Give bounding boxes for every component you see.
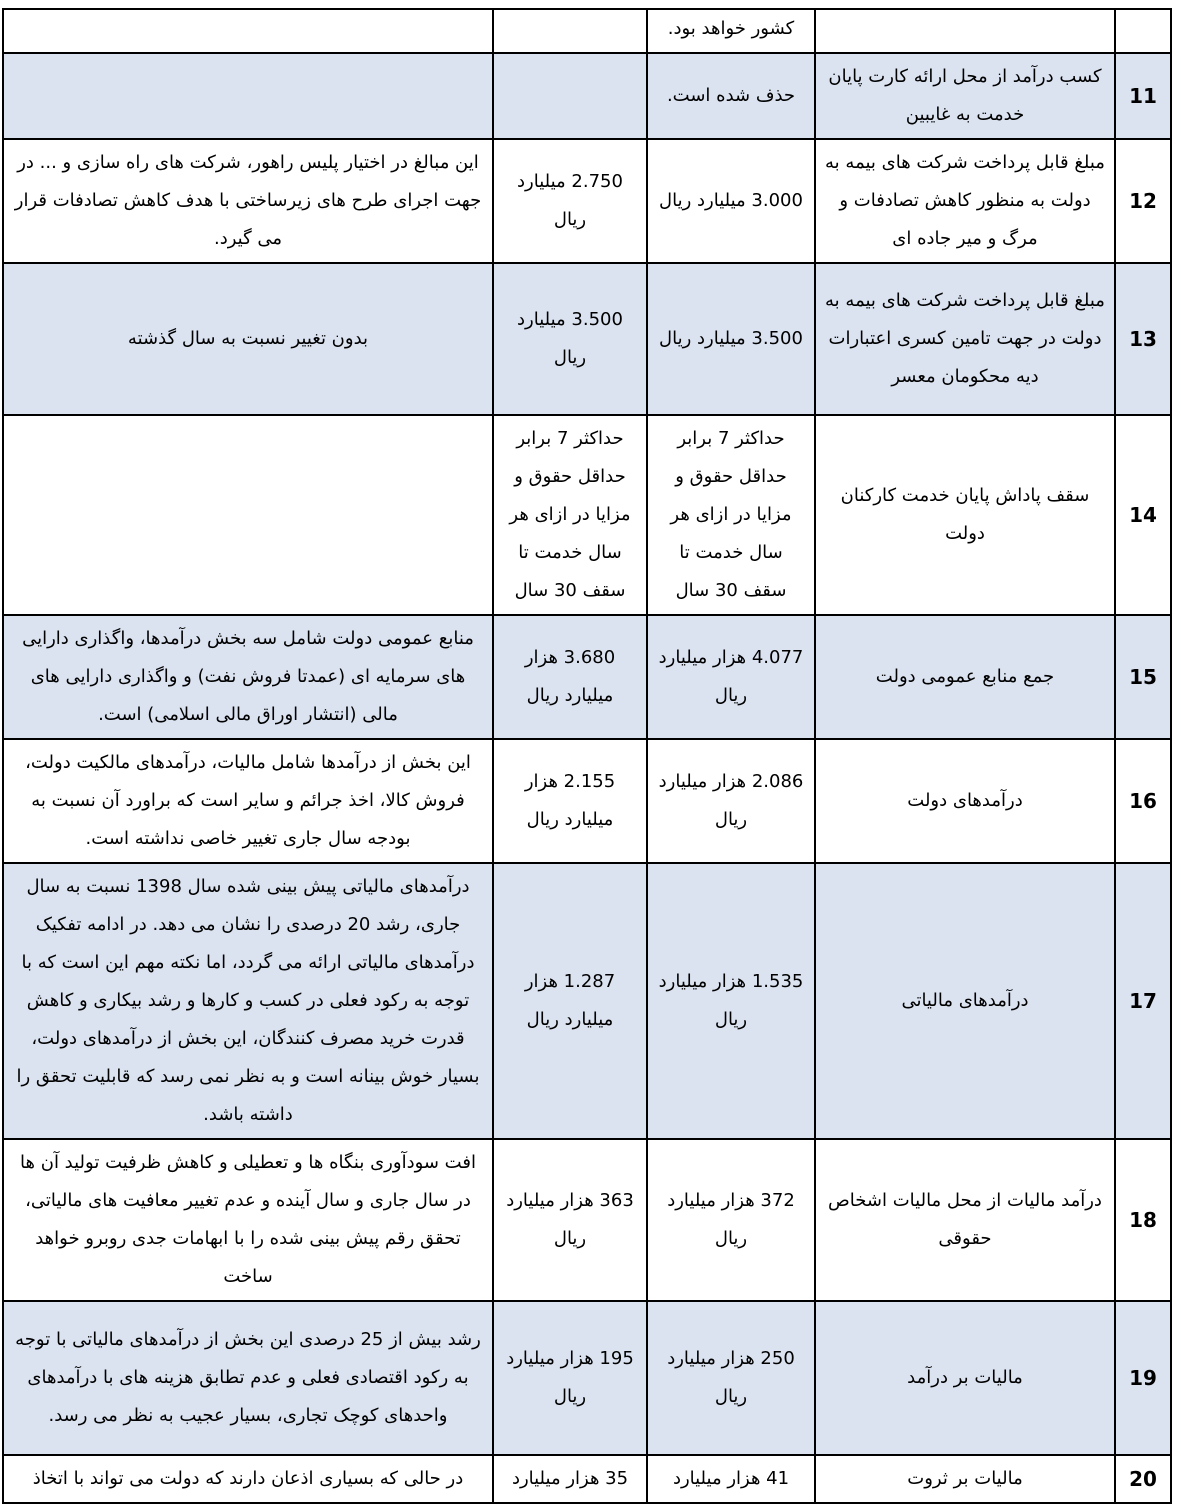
row-description: منابع عمومی دولت شامل سه بخش درآمدها، واگذاری دارایی های سرمایه ای (عمدتا فروش نفت) و واگذاری دارایی های مالی (انتشار اوراق مالی اسلامی) است. <box>3 615 493 739</box>
row-title <box>815 9 1115 53</box>
row-description: افت سودآوری بنگاه ها و تعطیلی و کاهش ظرفیت تولید آن ها در سال جاری و سال آینده و عدم تغییر معافیت های مالیاتی، تحقق رقم پیش بینی شده را با ابهامات جدی روبرو خواهد ساخت <box>3 1139 493 1301</box>
row-title: مالیات بر درآمد <box>815 1301 1115 1455</box>
row-value-2: 195 هزار میلیارد ریال <box>493 1301 647 1455</box>
row-number: 13 <box>1115 263 1171 415</box>
row-description <box>3 53 493 139</box>
row-value-1: 250 هزار میلیارد ریال <box>647 1301 815 1455</box>
row-value-1: 1.535 هزار میلیارد ریال <box>647 863 815 1139</box>
row-value-2: 2.750 میلیارد ریال <box>493 139 647 263</box>
row-number: 12 <box>1115 139 1171 263</box>
row-title: مالیات بر ثروت <box>815 1455 1115 1503</box>
table-row <box>3 863 1171 1139</box>
row-value-2: 3.680 هزار میلیارد ریال <box>493 615 647 739</box>
table-row <box>3 415 1171 615</box>
row-value-2: حداکثر 7 برابر حداقل حقوق و مزایا در ازای هر سال خدمت تا سقف 30 سال <box>493 415 647 615</box>
row-title: جمع منابع عمومی دولت <box>815 615 1115 739</box>
row-description: این بخش از درآمدها شامل مالیات، درآمدهای مالکیت دولت، فروش کالا، اخذ جرائم و سایر است که براورد آن نسبت به بودجه سال جاری تغییر خاصی نداشته است. <box>3 739 493 863</box>
table-row <box>3 263 1171 415</box>
row-title: مبلغ قابل پرداخت شرکت های بیمه به دولت به منظور کاهش تصادفات و مرگ و میر جاده ای <box>815 139 1115 263</box>
table-row <box>3 53 1171 139</box>
table-row <box>3 9 1171 53</box>
row-value-2: 363 هزار میلیارد ریال <box>493 1139 647 1301</box>
table-row <box>3 139 1171 263</box>
row-description: رشد بیش از 25 درصدی این بخش از درآمدهای مالیاتی با توجه به رکود اقتصادی فعلی و عدم تطابق هزینه های با درآمدهای واحدهای کوچک تجاری، بسیار عجیب به نظر می رسد. <box>3 1301 493 1455</box>
row-title: سقف پاداش پایان خدمت کارکنان دولت <box>815 415 1115 615</box>
row-number: 15 <box>1115 615 1171 739</box>
row-number: 19 <box>1115 1301 1171 1455</box>
row-value-1: 3.500 میلیارد ریال <box>647 263 815 415</box>
table-row <box>3 739 1171 863</box>
row-description <box>3 415 493 615</box>
row-value-1: کشور خواهد بود. <box>647 9 815 53</box>
table-row <box>3 615 1171 739</box>
row-title: کسب درآمد از محل ارائه کارت پایان خدمت به غایبین <box>815 53 1115 139</box>
row-title: درآمدهای دولت <box>815 739 1115 863</box>
row-number: 18 <box>1115 1139 1171 1301</box>
table-row <box>3 1139 1171 1301</box>
row-title: مبلغ قابل پرداخت شرکت های بیمه به دولت در جهت تامین کسری اعتبارات دیه محکومان معسر <box>815 263 1115 415</box>
table-row <box>3 1301 1171 1455</box>
row-value-2 <box>493 9 647 53</box>
row-value-2: 2.155 هزار میلیارد ریال <box>493 739 647 863</box>
row-value-1: 3.000 میلیارد ریال <box>647 139 815 263</box>
row-description: درآمدهای مالیاتی پیش بینی شده سال 1398 نسبت به سال جاری، رشد 20 درصدی را نشان می دهد. در ادامه تفکیک درآمدهای مالیاتی ارائه می گردد، اما نکته مهم این است که با توجه به رکود فعلی در کسب و کارها و رشد بیکاری و کاهش قدرت خرید مصرف کنندگان، این بخش از درآمدهای دولت، بسیار خوش بینانه است و به نظر نمی رسد که قابلیت تحقق را داشته باشد. <box>3 863 493 1139</box>
row-number <box>1115 9 1171 53</box>
row-number: 14 <box>1115 415 1171 615</box>
row-number: 11 <box>1115 53 1171 139</box>
row-value-2: 1.287 هزار میلیارد ریال <box>493 863 647 1139</box>
row-description: این مبالغ در اختیار پلیس راهور، شرکت های راه سازی و ... در جهت اجرای طرح های زیرساختی با هدف کاهش تصادفات قرار می گیرد. <box>3 139 493 263</box>
row-value-1: 2.086 هزار میلیارد ریال <box>647 739 815 863</box>
row-description: بدون تغییر نسبت به سال گذشته <box>3 263 493 415</box>
row-value-1: 4.077 هزار میلیارد ریال <box>647 615 815 739</box>
table-row <box>3 1455 1171 1503</box>
row-value-1: 372 هزار میلیارد ریال <box>647 1139 815 1301</box>
row-value-2 <box>493 53 647 139</box>
row-value-2: 3.500 میلیارد ریال <box>493 263 647 415</box>
row-value-1: حذف شده است. <box>647 53 815 139</box>
budget-table <box>2 8 1172 1504</box>
row-value-1: 41 هزار میلیارد <box>647 1455 815 1503</box>
row-description <box>3 9 493 53</box>
row-description: در حالی که بسیاری اذعان دارند که دولت می تواند با اتخاذ <box>3 1455 493 1503</box>
row-title: درآمدهای مالیاتی <box>815 863 1115 1139</box>
row-value-1: حداکثر 7 برابر حداقل حقوق و مزایا در ازای هر سال خدمت تا سقف 30 سال <box>647 415 815 615</box>
row-number: 20 <box>1115 1455 1171 1503</box>
row-number: 16 <box>1115 739 1171 863</box>
row-number: 17 <box>1115 863 1171 1139</box>
row-title: درآمد مالیات از محل مالیات اشخاص حقوقی <box>815 1139 1115 1301</box>
row-value-2: 35 هزار میلیارد <box>493 1455 647 1503</box>
